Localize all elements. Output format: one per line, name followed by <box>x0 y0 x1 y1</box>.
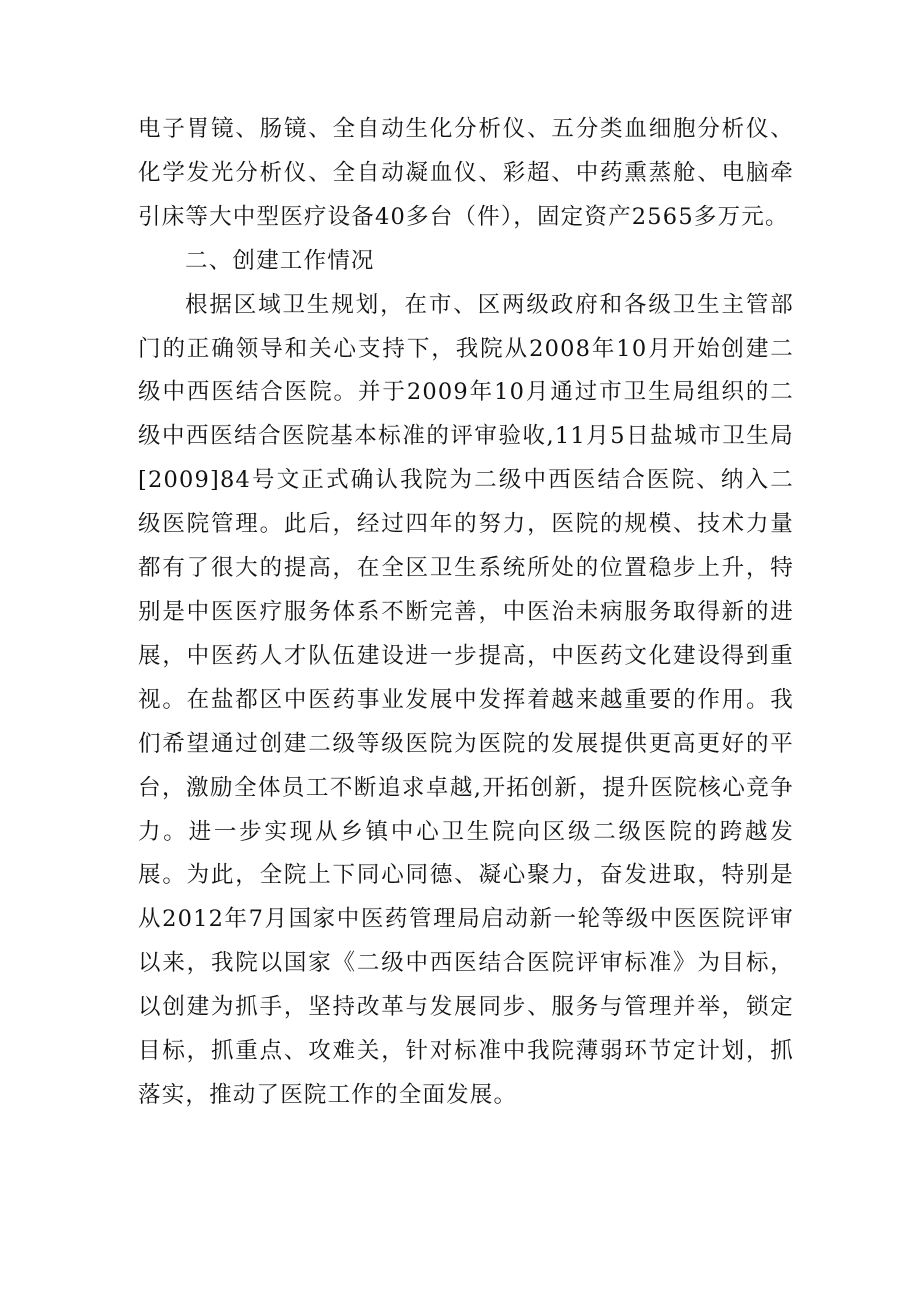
section-heading: 二、创建工作情况 <box>185 247 375 274</box>
document-body <box>138 108 794 1118</box>
creation-work-paragraph: 根据区域卫生规划，在市、区两级政府和各级卫生主管部门的正确领导和关心支持下，我院从2008年10月开始创建二级中西医结合医院。并于2009年10月通过市卫生局组织的二级中西医结合医院基本标准的评审验收,11月5日盐城市卫生局[2009]84号文正式确认我院为二级中西医结合医院、纳入二级医院管理。此后，经过四年的努力，医院的规模、技术力量都有了很大的提高，在全区卫生系统所处的位置稳步上升，特别是中医医疗服务体系不断完善，中医治未病服务取得新的进展，中医药人才队伍建设进一步提高，中医药文化建设得到重视。在盐都区中医药事业发展中发挥着越来越重要的作用。我们希望通过创建二级等级医院为医院的发展提供更高更好的平台，激励全体员工不断追求卓越,开拓创新，提升医院核心竞争力。进一步实现从乡镇中心卫生院向区级二级医院的跨越发展。为此，全院上下同心同德、凝心聚力，奋发进取，特别是从2012年7月国家中医药管理局启动新一轮等级中医医院评审以来，我院以国家《二级中西医结合医院评审标准》为目标，以创建为抓手，坚持改革与发展同步、服务与管理并举，锁定目标，抓重点、攻难关，针对标准中我院薄弱环节定计划，抓落实，推动了医院工作的全面发展。 <box>138 291 794 1108</box>
equipment-paragraph: 电子胃镜、肠镜、全自动生化分析仪、五分类血细胞分析仪、化学发光分析仪、全自动凝血仪、彩超、中药熏蒸舱、电脑牵引床等大中型医疗设备40多台（件），固定资产2565多万元。 <box>138 116 794 230</box>
